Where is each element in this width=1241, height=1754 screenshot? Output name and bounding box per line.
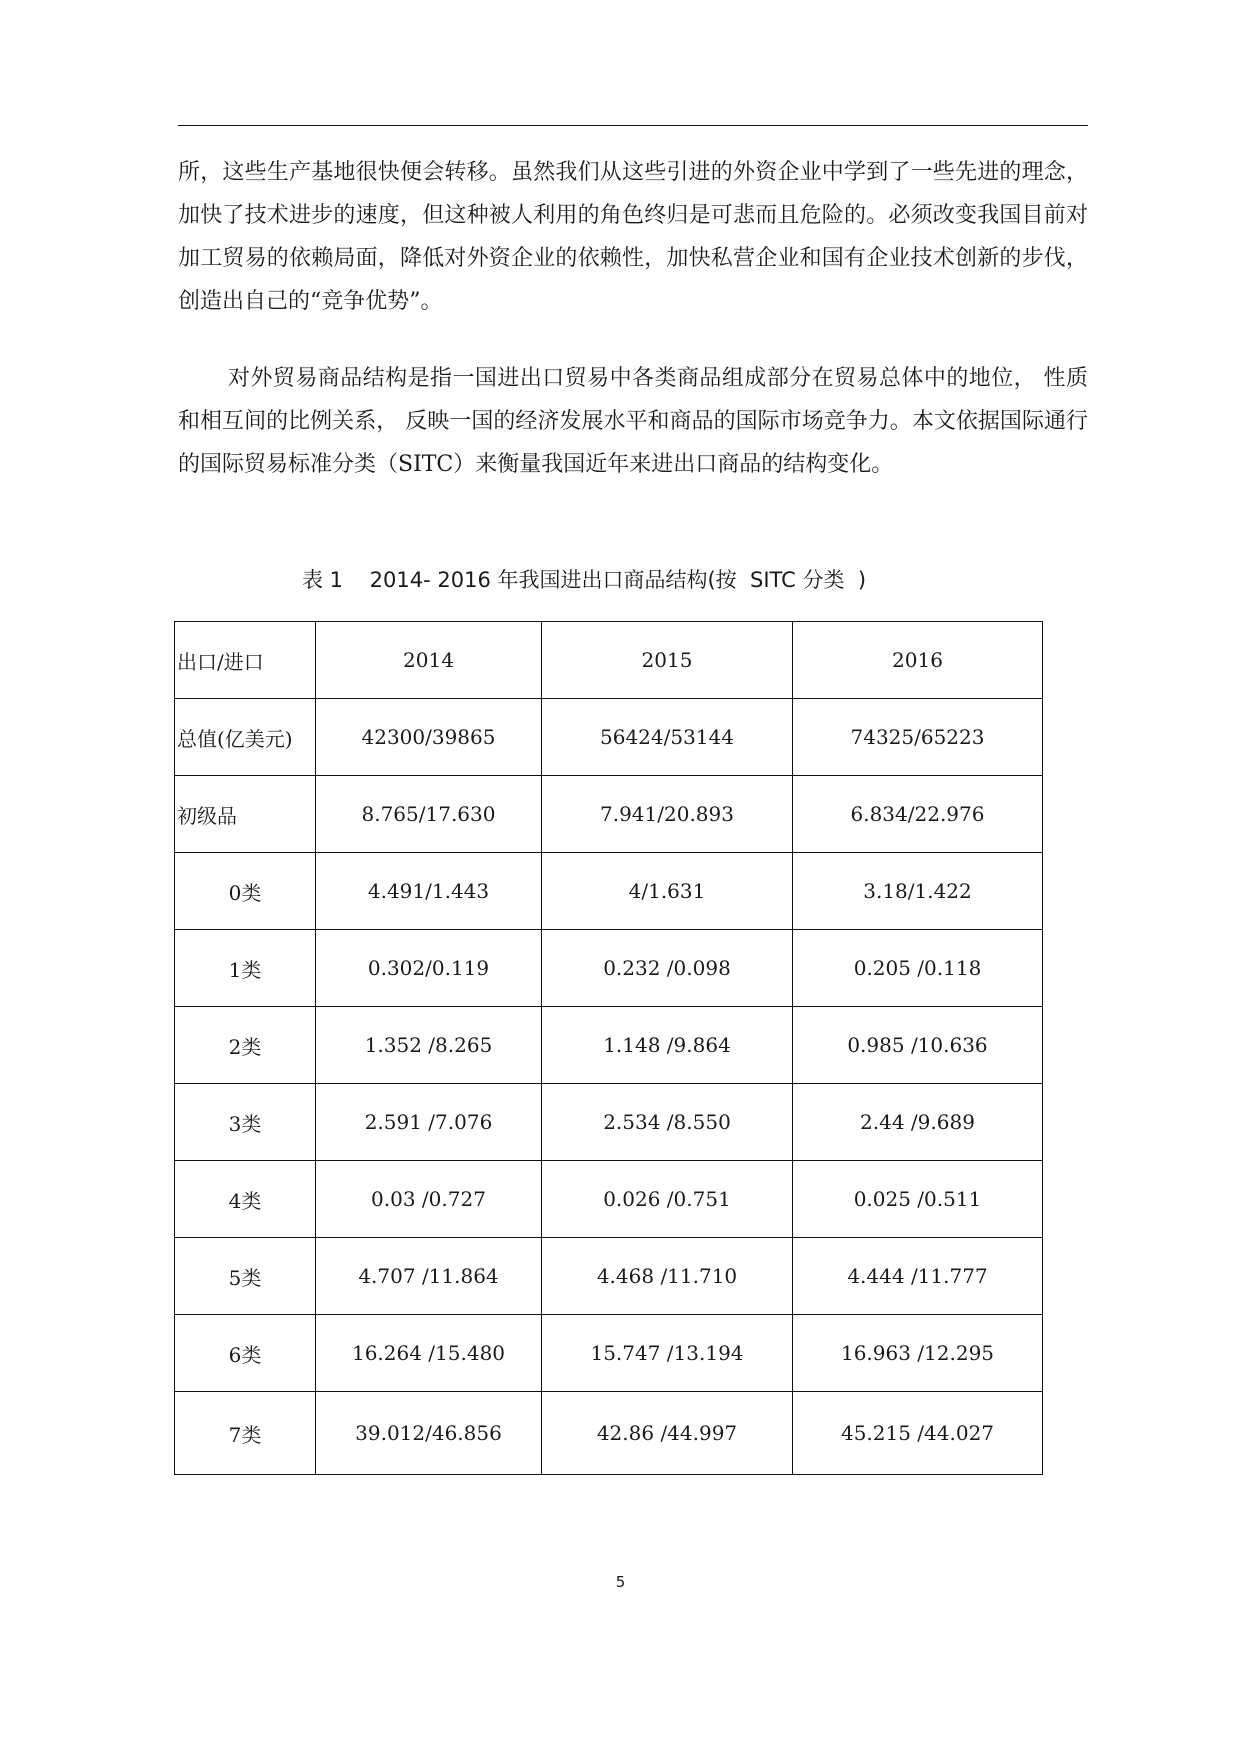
cell-2016: 45.215 /44.027 (793, 1392, 1043, 1475)
cell-2015: 15.747 /13.194 (542, 1315, 793, 1392)
cell-2014: 16.264 /15.480 (316, 1315, 542, 1392)
header-cell-category: 出口/进口 (175, 622, 316, 699)
cell-2016: 3.18/1.422 (793, 853, 1043, 930)
cell-2014: 0.302/0.119 (316, 930, 542, 1007)
table-row (175, 930, 1043, 1007)
row-label: 5类 (175, 1238, 316, 1315)
table-header-row (175, 622, 1043, 699)
cell-2015: 56424/53144 (542, 699, 793, 776)
row-label: 4类 (175, 1161, 316, 1238)
table-row (175, 699, 1043, 776)
cell-2014: 42300/39865 (316, 699, 542, 776)
trade-structure-table (174, 621, 1043, 1475)
cell-2014: 4.491/1.443 (316, 853, 542, 930)
cell-2015: 7.941/20.893 (542, 776, 793, 853)
row-label: 2类 (175, 1007, 316, 1084)
table-row (175, 776, 1043, 853)
cell-2014: 2.591 /7.076 (316, 1084, 542, 1161)
cell-2016: 4.444 /11.777 (793, 1238, 1043, 1315)
table-caption: 表 1 2014- 2016 年我国进出口商品结构(按 SITC 分类 ) (301, 568, 867, 592)
cell-2015: 4/1.631 (542, 853, 793, 930)
row-label: 0类 (175, 853, 316, 930)
table-row (175, 1392, 1043, 1475)
cell-2014: 0.03 /0.727 (316, 1161, 542, 1238)
body-paragraph-2: 对外贸易商品结构是指一国进出口贸易中各类商品组成部分在贸易总体中的地位， 性质和相互间的比例关系， 反映一国的经济发展水平和商品的国际市场竞争力。本文依据国际通行的国际贸易标准分类（SITC）来衡量我国近年来进出口商品的结构变化。 (178, 366, 1088, 477)
cell-2016: 2.44 /9.689 (793, 1084, 1043, 1161)
cell-2015: 0.232 /0.098 (542, 930, 793, 1007)
row-label: 6类 (175, 1315, 316, 1392)
table-row (175, 1161, 1043, 1238)
cell-2016: 16.963 /12.295 (793, 1315, 1043, 1392)
table-row (175, 1007, 1043, 1084)
body-paragraph-1: 所，这些生产基地很快便会转移。虽然我们从这些引进的外资企业中学到了一些先进的理念，加快了技术进步的速度，但这种被人利用的角色终归是可悲而且危险的。必须改变我国目前对加工贸易的依赖局面，降低对外资企业的依赖性，加快私营企业和国有企业技术创新的步伐，创造出自己的“竞争优势”。 (178, 160, 1088, 314)
row-label: 总值(亿美元) (175, 699, 316, 776)
header-cell-2015: 2015 (542, 622, 793, 699)
cell-2016: 0.205 /0.118 (793, 930, 1043, 1007)
header-cell-2016: 2016 (793, 622, 1043, 699)
cell-2014: 1.352 /8.265 (316, 1007, 542, 1084)
cell-2014: 4.707 /11.864 (316, 1238, 542, 1315)
cell-2014: 39.012/46.856 (316, 1392, 542, 1475)
page-number: 5 (615, 1573, 626, 1591)
table-row (175, 1084, 1043, 1161)
cell-2016: 0.985 /10.636 (793, 1007, 1043, 1084)
cell-2015: 2.534 /8.550 (542, 1084, 793, 1161)
cell-2016: 6.834/22.976 (793, 776, 1043, 853)
table-row (175, 1315, 1043, 1392)
cell-2015: 4.468 /11.710 (542, 1238, 793, 1315)
trade-structure-table-wrap (174, 621, 1043, 1475)
cell-2016: 0.025 /0.511 (793, 1161, 1043, 1238)
cell-2015: 0.026 /0.751 (542, 1161, 793, 1238)
row-label: 1类 (175, 930, 316, 1007)
header-cell-2014: 2014 (316, 622, 542, 699)
row-label: 初级品 (175, 776, 316, 853)
table-row (175, 1238, 1043, 1315)
cell-2014: 8.765/17.630 (316, 776, 542, 853)
row-label: 3类 (175, 1084, 316, 1161)
cell-2015: 42.86 /44.997 (542, 1392, 793, 1475)
header-rule (178, 125, 1088, 126)
cell-2015: 1.148 /9.864 (542, 1007, 793, 1084)
table-row (175, 853, 1043, 930)
cell-2016: 74325/65223 (793, 699, 1043, 776)
row-label: 7类 (175, 1392, 316, 1475)
